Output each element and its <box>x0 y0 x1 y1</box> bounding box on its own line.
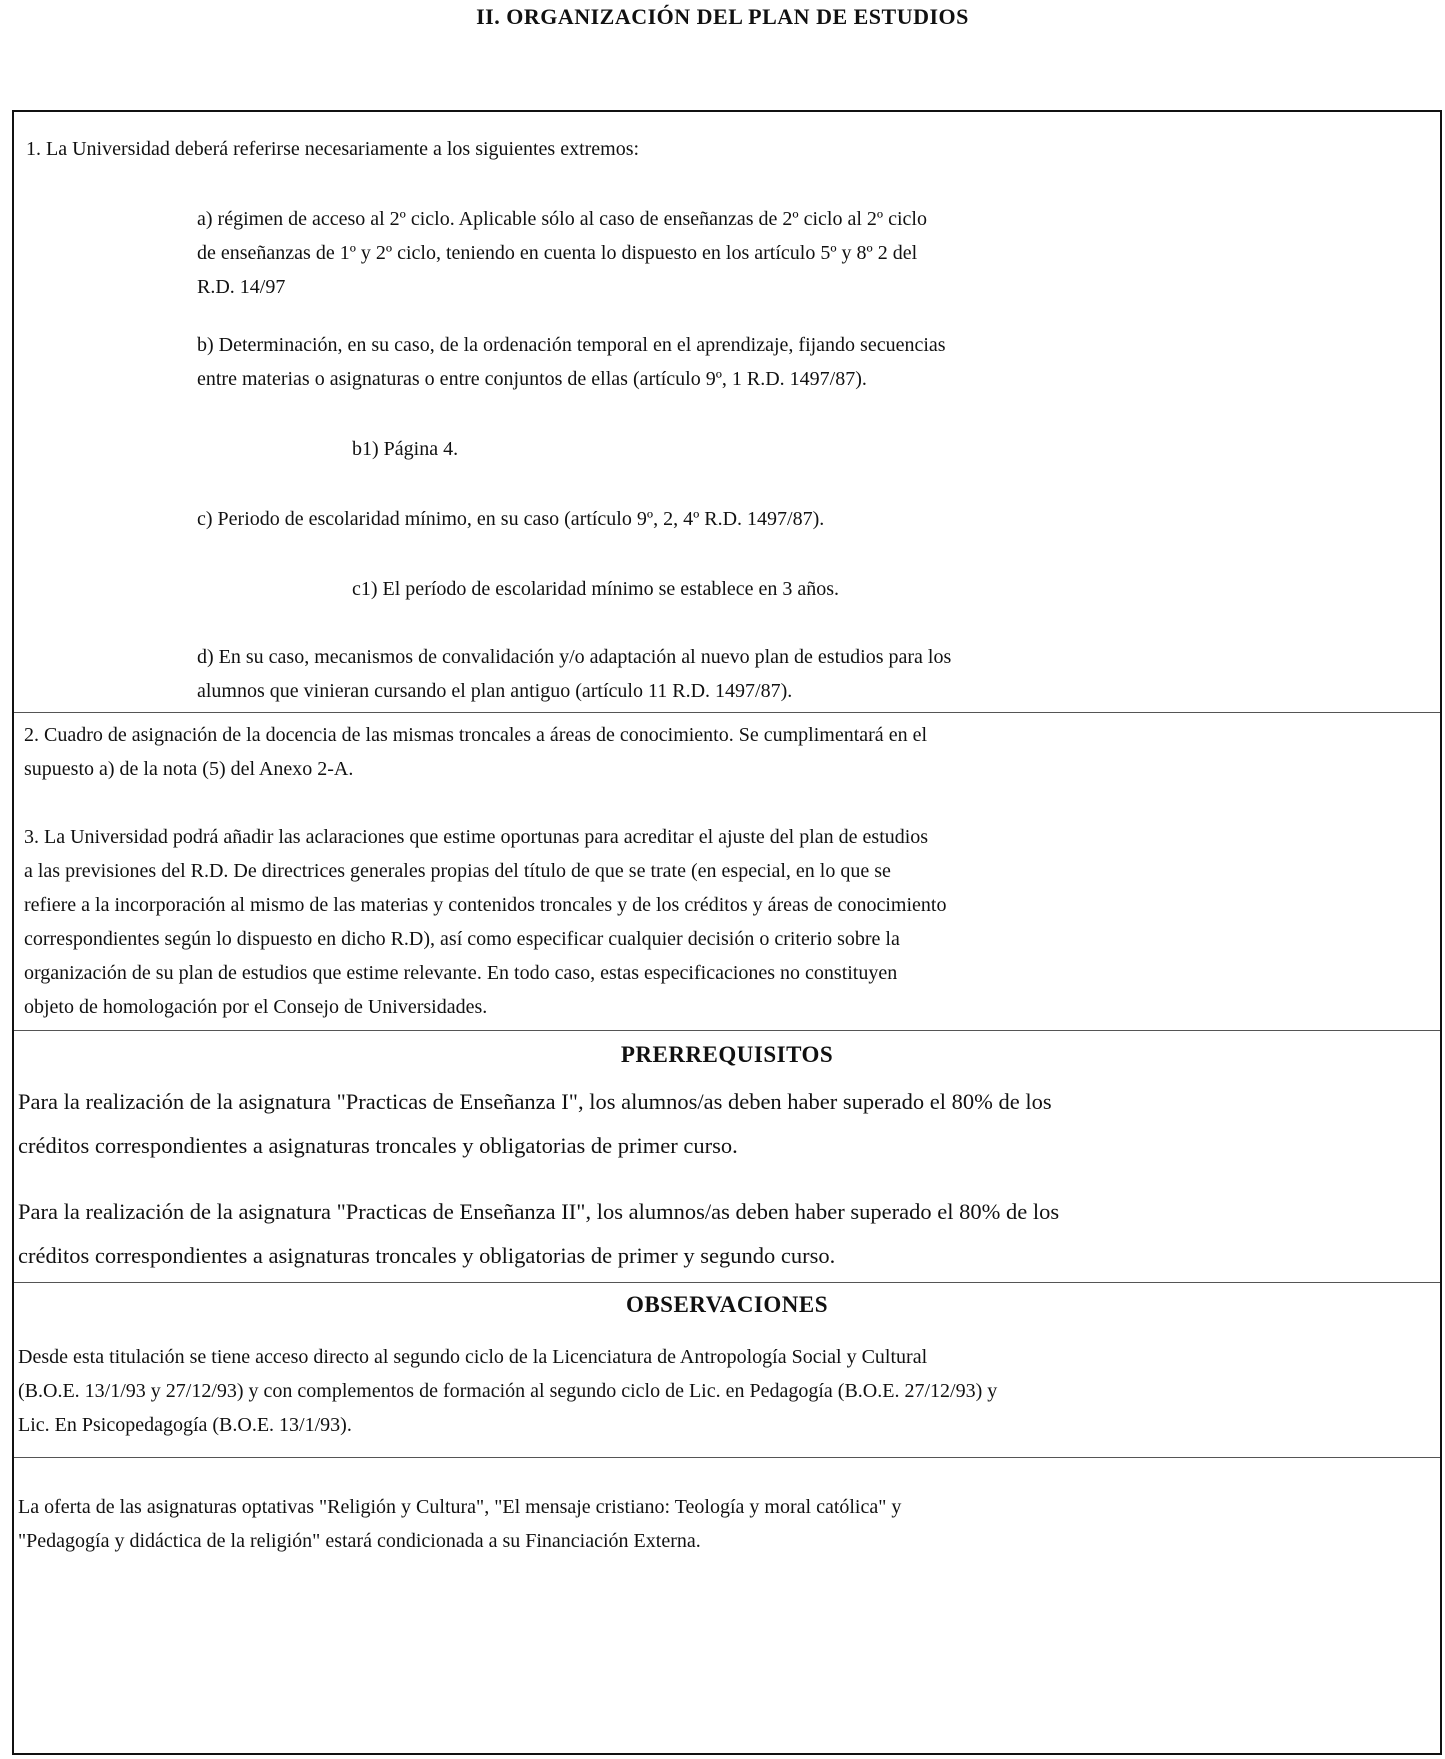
section-divider <box>14 1030 1440 1031</box>
observaciones-line: Desde esta titulación se tiene acceso directo al segundo ciclo de la Licenciatura de Antropología Social y Cultural <box>18 1346 928 1368</box>
observaciones-paragraph-1 <box>18 1340 997 1442</box>
section-1-item-c: c) Periodo de escolaridad mínimo, en su caso (artículo 9º, 2, 4º R.D. 1497/87). <box>197 508 825 530</box>
prerrequisitos-heading: PRERREQUISITOS <box>620 1042 834 1067</box>
page-title: II. ORGANIZACIÓN DEL PLAN DE ESTUDIOS <box>476 4 969 29</box>
item-b-line: entre materias o asignaturas o entre conjuntos de ellas (artículo 9º, 1 R.D. 1497/87). <box>197 368 867 390</box>
section-2-line: supuesto a) de la nota (5) del Anexo 2-A. <box>24 758 354 780</box>
section-2-line: 2. Cuadro de asignación de la docencia de las mismas troncales a áreas de conocimiento. Se cumplimentará en el <box>24 724 927 746</box>
observaciones-line: (B.O.E. 13/1/93 y 27/12/93) y con complementos de formación al segundo ciclo de Lic. en Pedagogía (B.O.E. 27/12/93) y <box>18 1380 998 1402</box>
prerrequisitos-paragraph-1 <box>18 1080 1052 1168</box>
item-d-line: d) En su caso, mecanismos de convalidación y/o adaptación al nuevo plan de estudios para los <box>197 646 952 668</box>
prerrequisitos-line: créditos correspondientes a asignaturas troncales y obligatorias de primer y segundo curso. <box>18 1243 836 1268</box>
section-3-line: a las previsiones del R.D. De directrices generales propias del título de que se trate (en especial, en lo que se <box>24 860 891 882</box>
section-3-line: organización de su plan de estudios que estime relevante. En todo caso, estas especificaciones no constituyen <box>24 962 898 984</box>
section-divider <box>14 1457 1440 1458</box>
observaciones-line: "Pedagogía y didáctica de la religión" estará condicionada a su Financiación Externa. <box>18 1530 701 1552</box>
prerrequisitos-line: Para la realización de la asignatura "Practicas de Enseñanza I", los alumnos/as deben haber superado el 80% de los <box>18 1089 1052 1114</box>
section-3 <box>24 820 946 1024</box>
section-1-intro: 1. La Universidad deberá referirse necesariamente a los siguientes extremos: <box>26 138 640 160</box>
prerrequisitos-line: Para la realización de la asignatura "Practicas de Enseñanza II", los alumnos/as deben haber superado el 80% de los <box>18 1199 1060 1224</box>
observaciones-line: La oferta de las asignaturas optativas "Religión y Cultura", "El mensaje cristiano: Teología y moral católica" y <box>18 1496 902 1518</box>
section-3-line: objeto de homologación por el Consejo de Universidades. <box>24 996 488 1018</box>
section-1-item-a <box>197 202 927 304</box>
section-divider <box>14 712 1440 713</box>
prerrequisitos-line: créditos correspondientes a asignaturas troncales y obligatorias de primer curso. <box>18 1133 738 1158</box>
observaciones-line: Lic. En Psicopedagogía (B.O.E. 13/1/93). <box>18 1414 352 1436</box>
item-d-line: alumnos que vinieran cursando el plan antiguo (artículo 11 R.D. 1497/87). <box>197 680 793 702</box>
item-a-line: R.D. 14/97 <box>197 276 286 298</box>
section-divider <box>14 1282 1440 1283</box>
section-1-item-d <box>197 640 951 708</box>
item-a-line: a) régimen de acceso al 2º ciclo. Aplicable sólo al caso de enseñanzas de 2º ciclo al 2º ciclo <box>197 208 927 230</box>
section-1-item-b <box>197 328 946 396</box>
section-3-line: 3. La Universidad podrá añadir las aclaraciones que estime oportunas para acreditar el ajuste del plan de estudios <box>24 826 929 848</box>
item-a-line: de enseñanzas de 1º y 2º ciclo, teniendo en cuenta lo dispuesto en los artículo 5º y 8º 2 del <box>197 242 918 264</box>
section-3-line: refiere a la incorporación al mismo de las materias y contenidos troncales y de los créditos y áreas de conocimiento <box>24 894 947 916</box>
observaciones-paragraph-2 <box>18 1490 901 1558</box>
observaciones-heading: OBSERVACIONES <box>625 1292 829 1317</box>
section-3-line: correspondientes según lo dispuesto en dicho R.D), así como especificar cualquier decisión o criterio sobre la <box>24 928 900 950</box>
section-1-item-c1: c1) El período de escolaridad mínimo se establece en 3 años. <box>352 578 840 600</box>
item-b-line: b) Determinación, en su caso, de la ordenación temporal en el aprendizaje, fijando secuencias <box>197 334 946 356</box>
content-frame <box>12 110 1442 1755</box>
section-1-item-b1: b1) Página 4. <box>352 438 459 460</box>
section-2 <box>24 718 927 786</box>
prerrequisitos-paragraph-2 <box>18 1190 1059 1278</box>
